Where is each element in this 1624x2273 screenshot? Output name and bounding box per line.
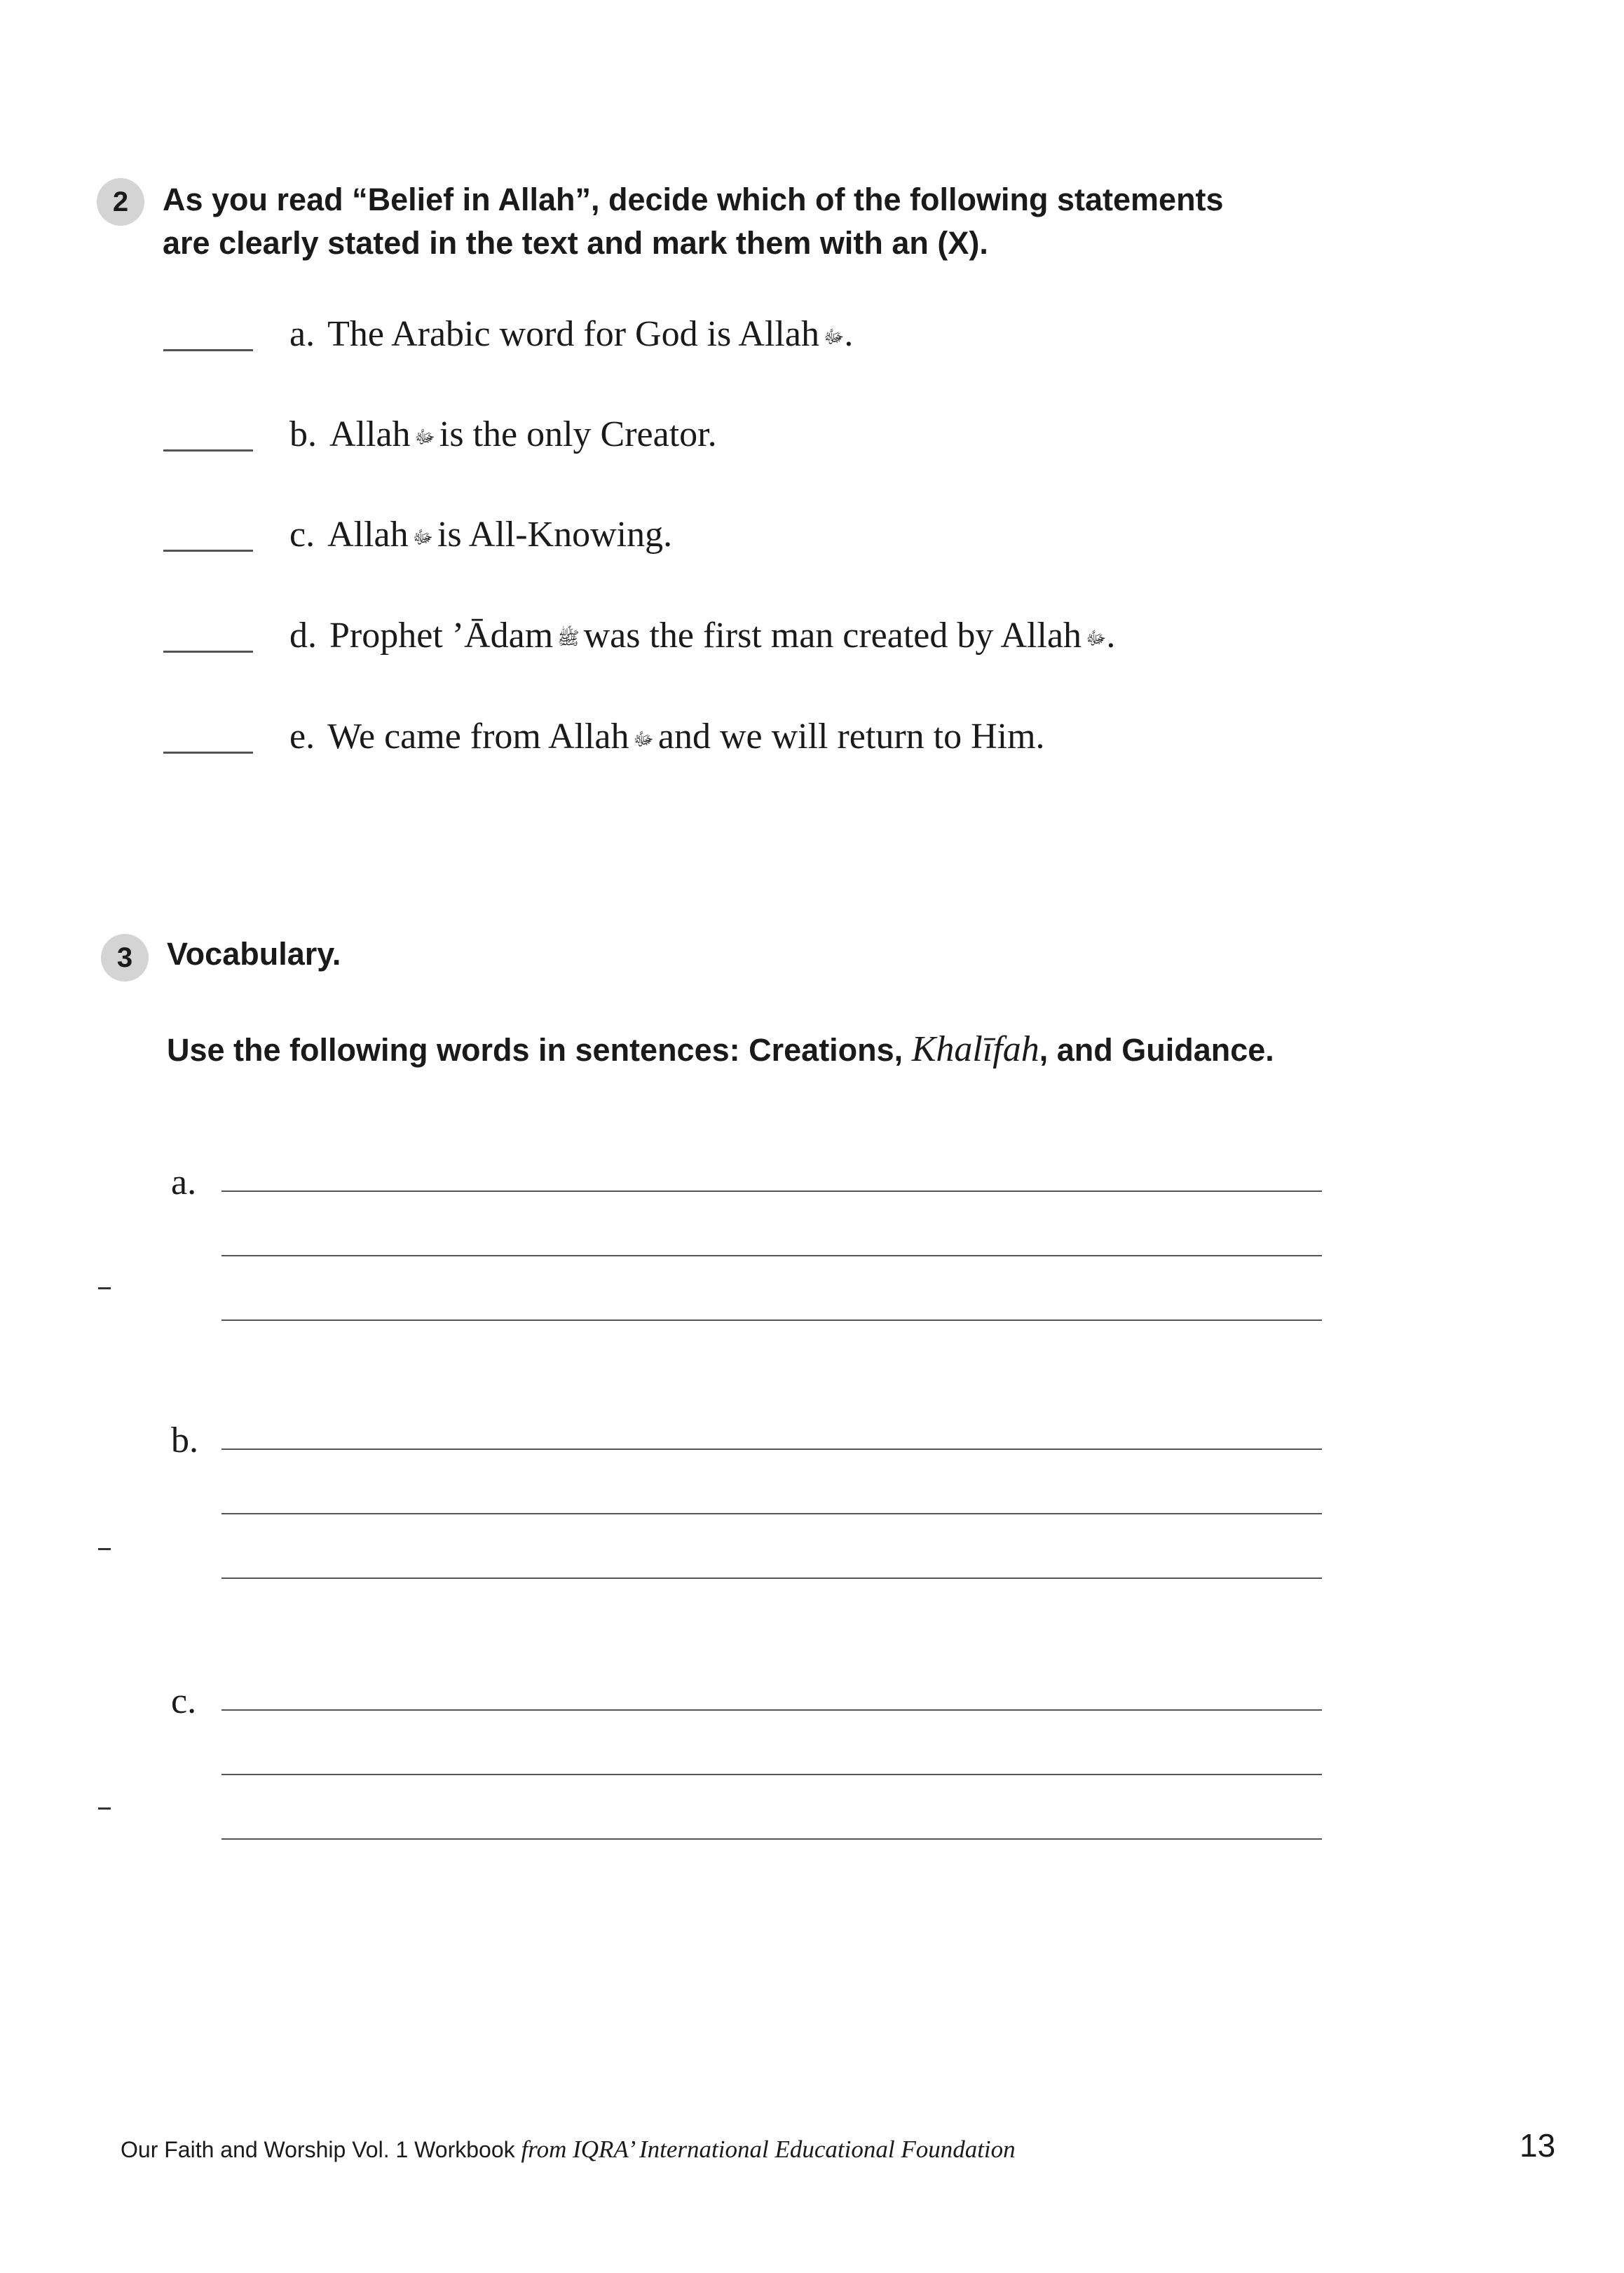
footer-publisher: from IQRA’ International Educational Foundation: [521, 2136, 1016, 2163]
statement-a: [163, 310, 1355, 366]
statement-c: [163, 510, 1355, 566]
statement-e-text: [289, 712, 1045, 761]
exercise-2-instruction-line-1: As you read “Belief in Allah”, decide which of the following statements: [163, 182, 1224, 217]
allah-honorific-icon: ﷻ: [633, 729, 654, 751]
answer-blank-d[interactable]: [163, 651, 253, 653]
writing-line[interactable]: [221, 1709, 1322, 1711]
writing-line[interactable]: [221, 1319, 1322, 1321]
statement-c-after: is All-Knowing.: [437, 515, 673, 555]
exercise-2-instruction-line-2: are clearly stated in the text and mark them with an (X).: [163, 225, 988, 261]
answer-blank-b[interactable]: [163, 449, 253, 452]
statement-a-before: The Arabic word for God is Allah: [327, 314, 819, 354]
statement-a-after: .: [844, 314, 854, 354]
statement-c-before: Allah: [327, 515, 409, 555]
exercise-3-number-badge: 3: [101, 934, 149, 982]
statement-b-before: Allah: [329, 414, 411, 454]
statement-a-letter: a.: [289, 314, 315, 354]
margin-tick-mark: [98, 1548, 111, 1550]
allah-honorific-icon: ﷻ: [412, 527, 433, 549]
statement-c-text: [289, 510, 672, 559]
statement-d-middle: was the first man created by Allah: [583, 616, 1082, 656]
statement-d: [163, 611, 1355, 667]
statement-e-letter: e.: [289, 717, 315, 756]
statement-d-after: .: [1106, 616, 1116, 656]
answer-label-a: a.: [171, 1162, 197, 1202]
answer-blank-c[interactable]: [163, 550, 253, 552]
statement-b-text: [289, 410, 717, 459]
statement-e-after: and we will return to Him.: [657, 717, 1045, 756]
margin-tick-mark: [98, 1807, 111, 1810]
exercise-3-instruction-italic-word: Khalīfah: [911, 1029, 1039, 1069]
exercise-3-instruction-suffix: , and Guidance.: [1039, 1032, 1274, 1068]
allah-honorific-icon: ﷻ: [1086, 628, 1107, 650]
statement-b-after: is the only Creator.: [439, 414, 717, 454]
statement-a-text: [289, 310, 853, 359]
answer-blank-a[interactable]: [163, 349, 253, 351]
exercise-3-instruction: [167, 1028, 1274, 1072]
writing-line[interactable]: [221, 1838, 1322, 1840]
prophet-honorific-icon: ﷺ: [557, 628, 580, 650]
writing-line[interactable]: [221, 1774, 1322, 1775]
allah-honorific-icon: ﷻ: [823, 327, 845, 348]
allah-honorific-icon: ﷻ: [414, 427, 435, 449]
answer-label-b: b.: [171, 1420, 198, 1460]
writing-line[interactable]: [221, 1448, 1322, 1450]
margin-tick-mark: [98, 1287, 111, 1289]
statement-e-before: We came from Allah: [327, 717, 629, 756]
footer-book-title: Our Faith and Worship Vol. 1 Workbook: [121, 2137, 515, 2162]
writing-line[interactable]: [221, 1255, 1322, 1256]
exercise-2-number-badge: 2: [97, 178, 144, 226]
exercise-3-instruction-prefix: Use the following words in sentences: Creations,: [167, 1032, 903, 1068]
exercise-2-instruction: [163, 178, 1224, 265]
page-footer: [121, 2134, 1016, 2165]
answer-label-c: c.: [171, 1681, 197, 1721]
exercise-3-title: Vocabulary.: [167, 936, 341, 972]
statement-c-letter: c.: [289, 515, 315, 555]
writing-line[interactable]: [221, 1513, 1322, 1514]
writing-line[interactable]: [221, 1190, 1322, 1192]
page-number: 13: [1520, 2127, 1556, 2164]
answer-block-b: [168, 1416, 1332, 1627]
answer-block-a: [168, 1158, 1332, 1369]
answer-blank-e[interactable]: [163, 752, 253, 754]
writing-line[interactable]: [221, 1577, 1322, 1579]
statement-b: [163, 410, 1355, 466]
answer-block-c: [168, 1677, 1332, 1887]
statement-d-letter: d.: [289, 616, 317, 656]
statement-d-text: [289, 611, 1115, 660]
statement-b-letter: b.: [289, 414, 317, 454]
statement-d-before: Prophet ’Ādam: [329, 616, 554, 656]
statement-e: [163, 712, 1355, 768]
